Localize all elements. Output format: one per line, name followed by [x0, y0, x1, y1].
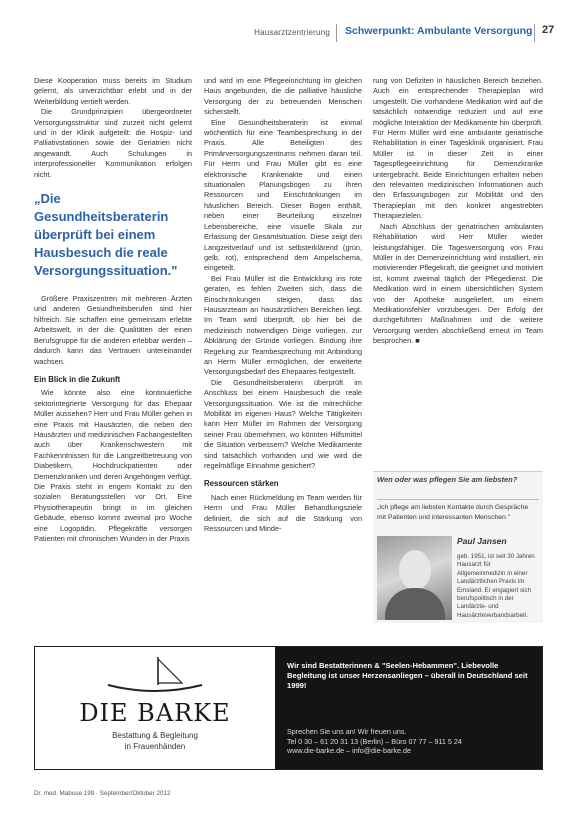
- paragraph: rung von Defiziten in häuslichen Bereich beziehen. Auch ein entsprechender Therapieplan wird umgestellt. Die vorhandene Medikation wird auf die tatsächlich notwendige reduziert und auf eine mögliche Interaktion der Medikamente hin überprüft. Für Herrn Müller wird eine ambulante geriatrische Rehabilitation in einer Tagesklinik organisiert. Frau Müller ist in dieser Zeit in einer Tagespflegeeinrichtung für Demenzkranke untergebracht. Beide Einrichtungen erhalten neben den relevanten medizinischen Informationen auch den Erfassungsbogen zur Mobilität und den Therapieplan mit den konkret angestrebten Therapiezielen.: [373, 76, 543, 221]
- author-box: [373, 471, 543, 623]
- ad-tagline-line: in Frauenhänden: [124, 741, 186, 751]
- ad-phone: Tel 0 30 – 61 20 31 13 (Berlin) – Büro 07 77 – 911 5 24: [287, 736, 462, 746]
- divider: [377, 499, 539, 500]
- author-answer: „Ich pflege am liebsten Kontakte durch Gespräche mit Patienten und interessanten Menschen.": [377, 504, 529, 521]
- ad-website-link[interactable]: www.die-barke.de – info@die-barke.de: [287, 746, 411, 756]
- pull-quote: „Die Gesundheitsberaterin überprüft bei einem Hausbesuch die reale Versorgungssituation.": [34, 191, 178, 279]
- ad-tagline: [35, 731, 275, 752]
- paragraph: Die Grundprinzipien übergeordneter Versorgungsstruktur sind zurzeit nicht gelernt und in der Klinik aufgeteilt: die Hospiz- und Palliativstationen sowie der Geriatrien nicht angewandt. Auch Schulungen in interprofessioneller Kommunikation erfolgen nicht.: [34, 107, 192, 179]
- paragraph: Nach einer Rückmeldung im Team werden für Herrn und Frau Müller Behandlungsziele definiert, die sich auf die Stärkung von Ressourcen und Minde-: [204, 492, 362, 534]
- header-divider: [336, 24, 337, 42]
- paragraph: Die Gesundheitsberaterin überprüft im Anschluss bei einem Hausbesuch die reale Versorgungssituation. Wie ist die mitrechliche Mobilität im eigenen Haus? Welche Tätigkeiten kann Herr Müller im Rahmen der Versorgung seiner Frau übernehmen, wo könnten Hilfsmittel die Situation verbessern? Welche Medikamente sind tatsächlich vorhanden und wie wird die regelmäßige Einnahme gesichert?: [204, 377, 362, 471]
- boat-logo-icon: [100, 655, 210, 695]
- ad-contact-line: Sprechen Sie uns an! Wir freuen uns.: [287, 727, 407, 736]
- page-header: [0, 22, 578, 42]
- paragraph: Eine Gesundheitsberaterin ist einmal wöchentlich für eine Teambesprechung in der Praxis. Alle Beteiligten des Primärversorgungszentrums nehmen daran teil. Für Herrn und Frau Müller gibt es eine elektronische Krankenakte und einen situationalen Planungsbogen zu ihren Ressourcen und Einschränkungen im häuslichen Bereich. Dieser Bogen enthält, neben einer Beurteilung einzelner Lebensbereiche, eine visuelle Skala zur Erfassung der Gesamtsituation. Diese zeigt den Langzeitverlauf und ist selbsterklärend (grün, gelb, rot), entsprechend dem Ampelschema, eingeteilt.: [204, 117, 362, 273]
- paragraph: und wird im eine Pflegeeinrichtung im gleichen Haus angebunden, die die palliative häusliche Versorgung der zu betreuenden Menschen sicherstellt.: [204, 76, 362, 117]
- page-number: 27: [542, 24, 555, 36]
- paragraph: Nach Abschluss der geriatrischen ambulanten Rehabilitation wird Herr Müller wieder leistungsfähiger. Die Tagesversorgung von Frau Müller in der Demenzeinrichtung wird installiert, ein motivierender Pflegekraft, die geeignet und motiviert ist, kommt zweimal täglich der Pflegedienst. Die Medikation wird in einem übersichtlichen System von der Apotheke ausgeliefert, um einem Medikationsfehler vorzubeugen. Der Erfolg der durchgeführten Maßnahmen und die weitere Versorgung werden abschließend erneut im Team besprochen. ■: [373, 221, 543, 346]
- subheading: Ressourcen stärken: [204, 479, 279, 489]
- ad-headline: Wir sind Bestatterinnen & "Seelen-Hebammen". Liebevolle Begleitung ist unser Herzensanliegen – überall in Deutschland seit 1999!: [287, 661, 528, 690]
- author-shoulders: [385, 588, 445, 620]
- text-column-2: [204, 76, 362, 534]
- paragraph: Größere Praxiszentren mit mehreren Ärzten und anderen Gesundheitsberufen sind hier hilfreich. Sie schaffen eine gemeinsam erlebte Arbeitswelt, in der die Qualitäten der einen Berufsgruppe für die anderen erlebbar werden – dadurch kann das Vertrauen untereinander wachsen.: [34, 294, 192, 366]
- section-label: Hausarztzentrierung: [254, 28, 330, 37]
- header-divider: [534, 24, 535, 42]
- section-title: Schwerpunkt: Ambulante Versorgung: [345, 25, 533, 37]
- ad-brand-panel: [35, 647, 275, 769]
- text-column-3: [373, 76, 543, 347]
- subheading: Ein Blick in die Zukunft: [34, 374, 121, 384]
- author-name: Paul Jansen: [457, 536, 507, 546]
- ad-contact: [287, 727, 537, 756]
- ad-info-panel: [275, 647, 542, 769]
- author-photo: [377, 536, 452, 620]
- ad-logo-text: DIE BARKE: [79, 699, 231, 727]
- author-face: [399, 550, 431, 590]
- author-question: Wen oder was pflegen Sie am liebsten?: [377, 475, 518, 484]
- ad-tagline-line: Bestattung & Begleitung: [112, 731, 198, 740]
- advertisement[interactable]: [34, 646, 543, 770]
- author-bio: geb. 1951, ist seit 30 Jahren Hausarzt für Allgemeinmedizin in einer Landärztlichen Praxis im Emsland. Er engagiert sich berufspolitisch in der Landärzte- und Hausärzteverbandsarbeit.: [457, 553, 535, 619]
- paragraph: Diese Kooperation muss bereits im Studium gelernt, als unverzichtbar erlebt und in der Weiterbildung vertieft werden.: [34, 76, 192, 106]
- text-column-1: [34, 76, 192, 544]
- paragraph: Wie könnte also eine kontinuierliche sektorintegrierte Versorgung für das Ehepaar Müller aussehen? Herr und Frau Müller gehen in eine Praxis mit Hausärzten, die neben den Hausärzten und medizinischen Fachangestellten auch über Krankenschwestern mit Fachkenntnissen für die Langzeitbetreuung von Diabetikern, Hochdruckpatienten oder Demenzkranken und deren Angehörigen verfügt. Die Praxis steht in engem Kontakt zu den sozialen Beratungsstellen vor Ort. Eine Physiotherapeutin bringt in im gleichen Gebäude, ebenso kommt zweimal pro Woche eine Logopädin. Pflegekräfte versorgen Patienten mit chronischen Wunden in der Praxis: [34, 388, 192, 543]
- paragraph: Bei Frau Müller ist die Entwicklung ins rote geraten, es fehlen Zweiten sich, dass die Einschränkungen steigen, dass das Hausarzteam an hausärztlichen Bereichen liegt. Im Team wird überprüft, ob hier bei die medizinisch notwendigen Dinge vorliegen. zur Abklärung der Gründe vorliegen. Bindung ihre Regelung zur Teambesprechung mit Anbindung an Herrn Müller ermöglichen, der erweiterte Versorgungsbedarf des Ehepaares festgestellt.: [204, 273, 362, 377]
- page-footer: Dr. med. Mabuse 199 · September/Oktober 2012: [34, 790, 171, 797]
